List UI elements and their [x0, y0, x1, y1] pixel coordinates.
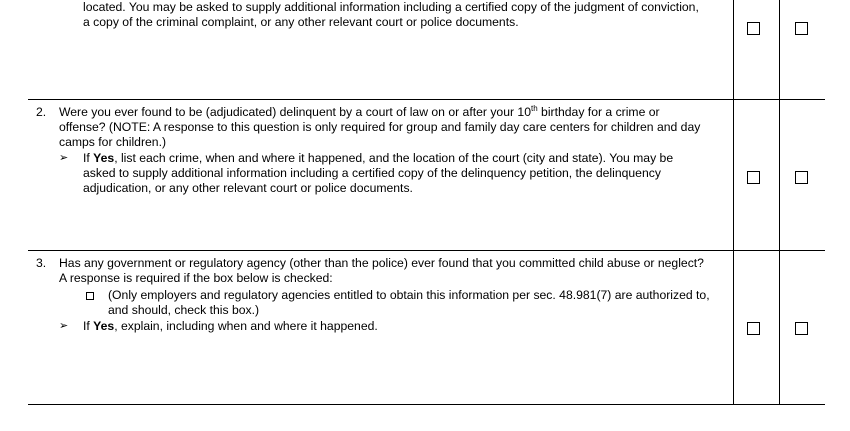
q2-bullet-post: , list each crime, when and where it happened, and the location of the court (city and state). You may be — [114, 151, 674, 165]
q3-yes-checkbox[interactable] — [747, 322, 760, 335]
q3-no-checkbox[interactable] — [795, 322, 808, 335]
q2-line-1-pre: Were you ever found to be (adjudicated) delinquent by a court of law on or after your 10 — [59, 105, 531, 119]
q3-bullet-yes: Yes — [93, 319, 115, 333]
row-divider-3 — [28, 404, 825, 405]
row-divider-2 — [28, 250, 825, 251]
column-divider-right — [779, 0, 780, 404]
q2-bullet-line-1 — [83, 151, 673, 166]
q2-yes-checkbox[interactable] — [747, 171, 760, 184]
q2-bullet-arrow-icon: ➢ — [59, 152, 69, 164]
q3-sub-line-1: (Only employers and regulatory agencies entitled to obtain this information per sec. 48.981(7) are authorized to, — [108, 288, 710, 302]
q2-no-checkbox[interactable] — [795, 171, 808, 184]
q2-number: 2. — [36, 105, 47, 119]
q3-bullet-pre: If — [83, 319, 94, 333]
q3-bullet-arrow-icon: ➢ — [59, 320, 69, 332]
q3-line-1: Has any government or regulatory agency (other than the police) ever found that you committed child abuse or neglect? — [59, 256, 704, 270]
q2-line-1-post: birthday for a crime or — [537, 105, 660, 119]
q1-yes-checkbox[interactable] — [747, 22, 760, 35]
section1-line-2: a copy of the criminal complaint, or any other relevant court or police documents. — [83, 15, 519, 29]
section1-line-1: located. You may be asked to supply additional information including a certified copy of the judgment of conviction, — [83, 0, 699, 14]
q3-bullet-line — [83, 319, 378, 334]
q2-line-1-sup: th — [531, 104, 538, 113]
q3-line-2: A response is required if the box below is checked: — [59, 271, 333, 285]
row-divider-1 — [28, 99, 825, 100]
q3-number: 3. — [36, 256, 47, 270]
q3-employer-checkbox-icon — [86, 292, 94, 300]
q1-no-checkbox[interactable] — [795, 22, 808, 35]
q2-bullet-pre: If — [83, 151, 94, 165]
column-divider-left — [733, 0, 734, 404]
q2-line-1 — [59, 105, 660, 120]
q3-sub-line-2: and should, check this box.) — [108, 303, 260, 317]
q3-bullet-post: , explain, including when and where it happened. — [114, 319, 378, 333]
q2-line-2: offense? (NOTE: A response to this question is only required for group and family day care centers for children and day — [59, 120, 701, 134]
q2-bullet-line-3: adjudication, or any other relevant court or police documents. — [83, 181, 413, 195]
q2-bullet-yes: Yes — [93, 151, 115, 165]
q2-bullet-line-2: asked to supply additional information including a certified copy of the delinquency petition, the delinquency — [83, 166, 661, 180]
q2-line-3: camps for children.) — [59, 135, 167, 149]
